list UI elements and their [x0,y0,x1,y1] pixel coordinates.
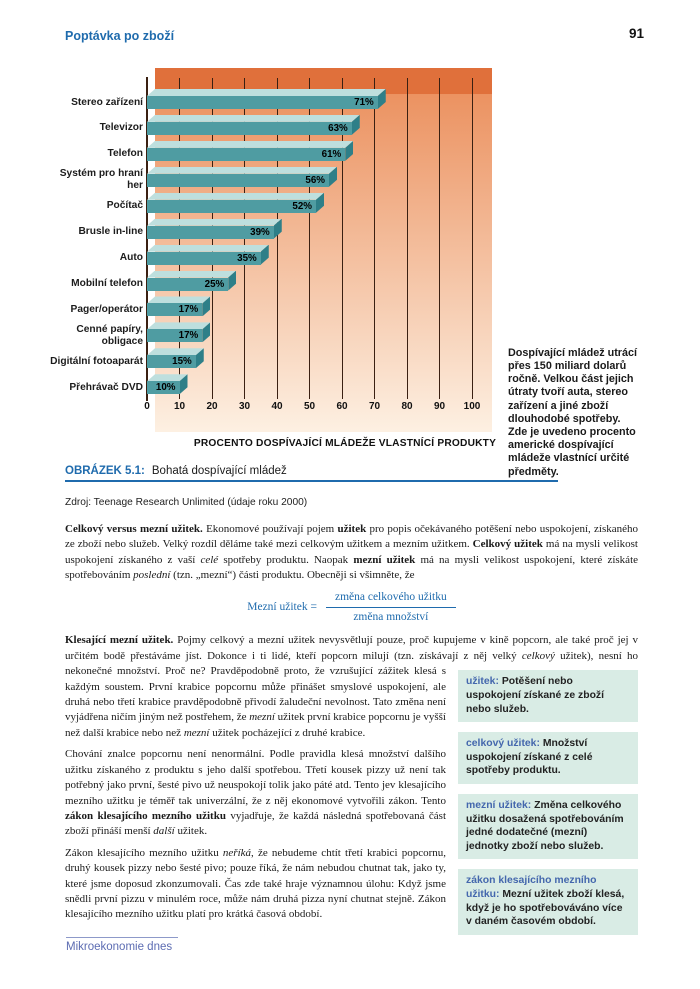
figure-margin-note: Dospívající mládež utrácí přes 150 miliard dolarů ročně. Velkou část jejich útraty tvoří auta, stereo zařízení a jiné zboží dlouhodobé spotřeby. Zde je uvedeno procento americké dospívající mládeže vlastnící určité předměty. [508,346,638,478]
chart-category-label: Přehrávač DVD [69,381,143,393]
x-axis-title: PROCENTO DOSPÍVAJÍCÍ MLÁDEŽE VLASTNÍCÍ PRODUKTY [193,438,497,449]
bar-value-label: 56% [305,174,325,186]
chart-category-label: Počítač [106,200,143,212]
chart-bar [147,355,196,368]
chart-bar [147,278,228,291]
x-axis-tick-label: 40 [271,401,283,412]
bar-top-face [147,89,386,96]
definition-text: Změna celkového užitku dosažená spotřebováním jedné dodatečné (mezní) jednotky zboží nebo služeb. [466,800,624,852]
chart-category-label: Telefon [107,148,143,160]
formula-numerator: změna celkového užitku [334,590,447,603]
paragraph-popcorn-connoisseur: Chování znalce popcornu není nenormální. Podle pravidla klesá množství dalšího užitku získaného z produktu s jeho další spotřebou. Třetí kousek pizzy už není tak potřebný jako první, šesté pivo už neuspokojí tolik jako páté atd. Tento jev klesajícího mezního užitku je téměř tak univerzální, že z něj ekonomové vytvořili zákon. Tento zákon klesajícího mezního užitku vyjadřuje, že každá následná spotřebovaná část zboží přináší menší další užitek. [65,748,447,838]
bar-value-label: 25% [204,278,225,290]
chart-category-label: Digitální fotoaparát [50,355,143,367]
caption-divider [65,480,558,482]
footer-divider [66,937,178,938]
formula-denominator: změna množství [326,607,456,625]
definition-term: celkový užitek: [466,738,540,750]
bar-top-face [147,167,337,174]
definition-term: mezní užitek: [466,800,532,811]
paragraph-diminishing-marginal-utility: Klesající mezní užitek. Pojmy celkový a mezní užitek nevysvětlují pouze, proč kupujeme v kině popcorn, ale také proč jej v určitém bodě přestáváme jíst. Dokonce i ti lidé, kteří popcorn milují (tzn. získávají z něj velký celkový užitek), nesní ho nekonečné množství. Proč ne? Pravděpodobně proto, že vzrušující zážitek klesá s každým soustem. První krabice popcornu může přinášet smyslové uspokojení, ale druhá nebo třetí krabice pravděpodobně přivodí žaludeční nevolnost. Tato změna není vyjádřena ničím jiným než postřehem, že mezní užitek první krabice popcornu je vyšší než další krabice nebo než mezní užitek pocházející z druhé krabice. [65,634,639,739]
definition-term: užitek: [466,676,499,688]
bar-value-label: 17% [178,330,199,342]
chart-bar [147,226,274,239]
formula-lhs: Mezní užitek = [247,600,317,613]
bar-value-label: 61% [321,148,342,160]
bar-top-face [147,348,204,355]
chart-bar [147,303,202,316]
x-axis-tick-label: 60 [336,401,348,412]
chart-gridline [472,78,473,399]
bar-top-face [147,296,210,303]
chart-category-label: Auto [119,252,143,264]
body-text-column [65,522,638,975]
x-axis-tick-label: 10 [173,401,186,412]
x-axis-tick-label: 0 [144,401,150,412]
definition-term: zákon klesajícího mezního užitku: [466,875,597,900]
bar-top-face [147,271,236,278]
chart-bar [147,148,345,161]
x-axis-tick-label: 70 [368,401,381,412]
figure-caption-title: Bohatá dospívající mládež [151,465,287,477]
chart-category-label: Cenné papíry, obligace [76,323,143,347]
chart-bar [147,122,352,135]
chart-gridline [374,78,375,399]
chart-category-label: Stereo zařízení [71,96,143,108]
bar-value-label: 39% [250,226,270,238]
marginal-utility-formula [65,590,638,626]
chart-bar [147,174,329,187]
bar-top-face [147,141,353,148]
bar-value-label: 71% [354,97,374,108]
definition-text: Mezní užitek zboží klesá, když je ho spotřebováváno více v daném časovém období. [466,888,625,928]
bar-top-face [147,245,269,252]
x-axis-tick-label: 30 [238,401,251,412]
chart-bar [147,96,378,109]
x-axis-tick-label: 100 [463,401,481,412]
definition-box-total-utility [458,732,638,784]
bar-value-label: 35% [237,252,257,264]
x-axis-tick-label: 80 [401,401,413,412]
paragraph-total-vs-marginal: Celkový versus mezní užitek. Ekonomové používají pojem užitek pro popis očekávaného potěšení nebo uspokojení, získaného ze zboží nebo služeb. Velký rozdíl děláme také mezi celkovým užitkem a mezním užitkem. Celkový užitek má na mysli velikost uspokojení získaného z vaší celé spotřeby produktu. Naopak mezní užitek má na mysli velikost uspokojení, které získáte spotřebováním poslední (tzn. „mezní“) části produktu. Obecněji si všimněte, že [65,523,639,582]
bar-top-face [147,219,282,226]
page-number: 91 [629,26,645,41]
chart-category-label: Systém pro hraní her [59,168,143,192]
bar-value-label: 63% [328,122,348,134]
definition-box-law-of-diminishing-marginal-utility [458,869,638,934]
chart-category-label: Mobilní telefon [71,278,143,289]
figure-caption [65,465,287,477]
figure-caption-label: OBRÁZEK 5.1: [65,465,145,477]
definition-box-utility [458,670,638,722]
chart-category-label: Televizor [99,122,143,134]
bar-value-label: 17% [178,304,199,316]
figure-source: Zdroj: Teenage Research Unlimited (údaje roku 2000) [65,497,308,509]
x-axis-tick-label: 20 [206,401,218,412]
chart-bar [147,200,316,213]
bar-value-label: 10% [155,382,176,394]
chart-gridline [407,78,408,399]
definition-text: Množství uspokojení získané z celé spotřeby produktu. [466,738,593,777]
bar-top-face [147,322,210,329]
definition-box-marginal-utility [458,794,638,859]
paragraph-law-clarification: Zákon klesajícího mezního užitku neříká, že nebudeme chtít třetí krabici popcornu, druhý kousek pizzy nebo šesté pivo; pouze říká, že nám nebudou chutnat tak, jako ty, které jsme doposud zkonzumovali. Čas zde také hraje významnou úlohu: Když jsme snědli první pizzu v minulém roce, může nám druhá pizza nyní chutnat stejně. Zákon klesajícího mezního užitku platí pro krátká časová období. [65,846,446,921]
definition-boxes [458,670,638,944]
x-axis-tick-label: 90 [433,401,446,412]
chart-bar [147,381,180,394]
x-axis-tick-label: 50 [303,401,316,412]
definition-text: Potěšení nebo uspokojení získané ze zboží nebo služeb. [466,676,604,715]
bar-top-face [147,115,360,122]
bar-top-face [147,193,324,200]
bar-value-label: 15% [172,356,192,368]
book-title-footer: Mikroekonomie dnes [66,941,173,953]
formula-fraction [326,590,456,626]
chart-gridline [439,78,440,399]
chart-bar [147,252,261,265]
bar-value-label: 52% [292,200,312,212]
chart-category-label: Pager/operátor [70,303,143,315]
chart-category-label: Brusle in-line [78,226,143,238]
chapter-header: Poptávka po zboží [65,29,175,43]
chart-bar [147,329,202,342]
